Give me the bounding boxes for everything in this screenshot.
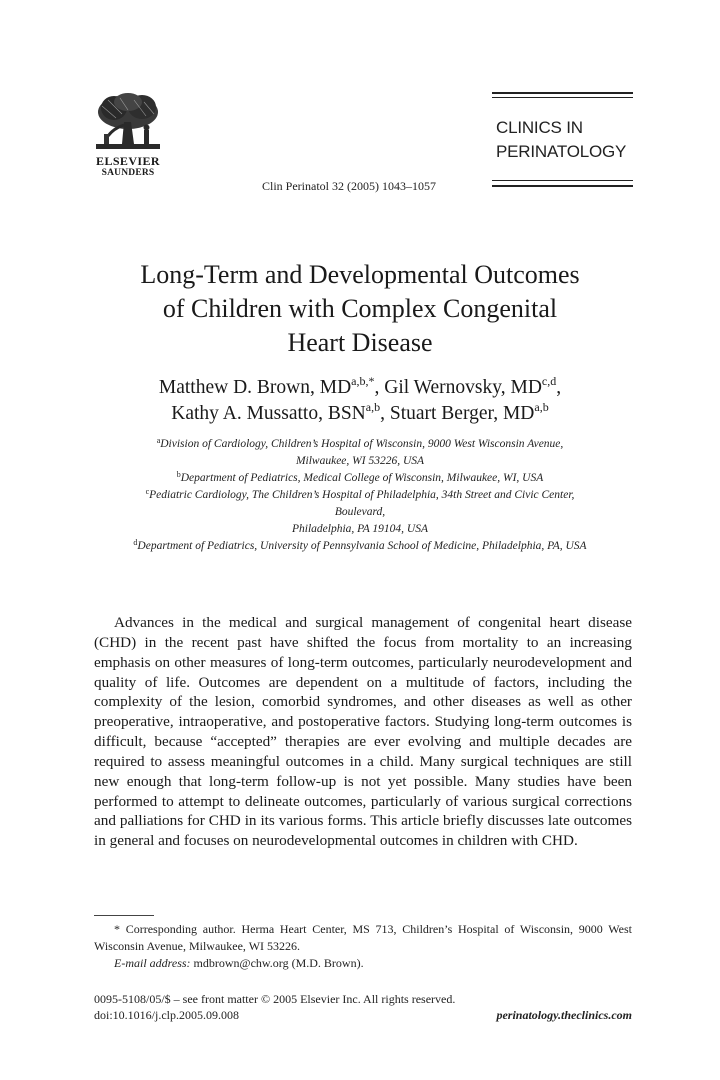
author-name: Matthew D. Brown, MD (158, 377, 352, 398)
footnote-divider (94, 915, 154, 916)
journal-title-line2: PERINATOLOGY (496, 142, 627, 161)
author-affiliation-marks: a,b,* (351, 374, 375, 388)
author-affiliation-marks: a,b (534, 400, 549, 414)
masthead-bottom-rule (492, 180, 633, 187)
author-line-1: Matthew D. Brown, $MD^{a,b,*}$, Gil Wernovsky, MD$^{c,d}$, (158, 374, 562, 398)
masthead-top-rule (492, 92, 633, 98)
journal-title-line1: CLINICS IN (496, 118, 583, 137)
publisher-name: ELSEVIER (96, 154, 160, 168)
journal-masthead (492, 92, 633, 164)
author-name: Gil Wernovsky, MD (384, 377, 542, 398)
affiliation-d: $^d$Department of Pediatrics, University of Pennsylvania School of Medicine, Philadelphia, PA, USA (133, 538, 587, 552)
title-line: Heart Disease (287, 328, 433, 357)
publisher-imprint: SAUNDERS (101, 168, 155, 178)
affiliations (80, 436, 640, 555)
elsevier-tree-logo (94, 92, 162, 152)
email-address-link[interactable]: mdbrown@chw.org (M.D. Brown). (190, 956, 364, 970)
article-title (80, 258, 640, 360)
affiliation-c-cont: Boulevard, (334, 506, 386, 518)
affiliation-a: $^a$Division of Cardiology, Children’s Hospital of Wisconsin, 9000 West Wisconsin Avenue, (156, 436, 564, 450)
author-affiliation-marks: c,d (541, 374, 557, 388)
author-name: Kathy A. Mussatto, BSN (171, 403, 366, 424)
affiliation-c: $^c$Pediatric Cardiology, The Children’s Hospital of Philadelphia, 34th Street and Civic Center, (145, 487, 575, 501)
author-list (80, 375, 640, 427)
affiliation-a-cont: Milwaukee, WI 53226, USA (295, 455, 425, 467)
author-affiliation-marks: a,b (365, 400, 381, 414)
affiliation-c-cont: Philadelphia, PA 19104, USA (292, 523, 428, 535)
publisher-logo (94, 92, 162, 182)
journal-website-link[interactable]: perinatology.theclinics.com (496, 1008, 632, 1022)
author-name: Stuart Berger, MD (389, 403, 535, 424)
footnote (94, 921, 632, 972)
journal-title (496, 116, 633, 164)
corresponding-author-note: * Corresponding author. Herma Heart Center, MS 713, Children’s Hospital of Wisconsin, 9000 West Wisconsin Avenue, Milwaukee, WI 53226. (94, 922, 632, 953)
page-footer (94, 991, 632, 1023)
abstract-paragraph: Advances in the medical and surgical management of congenital heart disease (CHD) in the recent past have shifted the focus from mortality to an increasing emphasis on other measures of long-term outcomes, particularly neurodevelopment and quality of life. Outcomes are dependent on a multitude of factors, including the complexity of the lesion, comorbid syndromes, and other diseases as well as other preoperative, intraoperative, and postoperative factors. Studying long-term outcomes is difficult, because “accepted” therapies are ever evolving and multiple decades are required to assess meaningful outcomes in a child. Many surgical techniques are still new enough that long-term follow-up is not yet possible. Many studies have been performed to attempt to delineate outcomes, particularly of various surgical corrections and palliations for CHD in its various forms. This article briefly discusses late outcomes in general and focuses on neurodevelopmental outcomes in children with CHD. (94, 614, 632, 850)
corresponding-author-link[interactable]: * (368, 374, 375, 388)
affiliation-b: $^b$Department of Pediatrics, Medical College of Wisconsin, Milwaukee, WI, USA (176, 470, 544, 484)
email-label: E-mail address: (114, 956, 191, 970)
journal-citation: Clin Perinatol 32 (2005) 1043–1057 (262, 179, 436, 193)
doi-link[interactable]: doi:10.1016/j.clp.2005.09.008 (94, 1008, 239, 1022)
email-note (94, 955, 632, 972)
title-line: of Children with Complex Congenital (162, 294, 558, 323)
copyright-line: 0095-5108/05/$ – see front matter © 2005 Elsevier Inc. All rights reserved. (94, 992, 456, 1006)
author-line-2: Kathy A. Mussatto, BSN$^{a,b}$, Stuart Berger, MD$^{a,b}$ (171, 400, 549, 424)
title-line: Long-Term and Developmental Outcomes (140, 260, 580, 289)
